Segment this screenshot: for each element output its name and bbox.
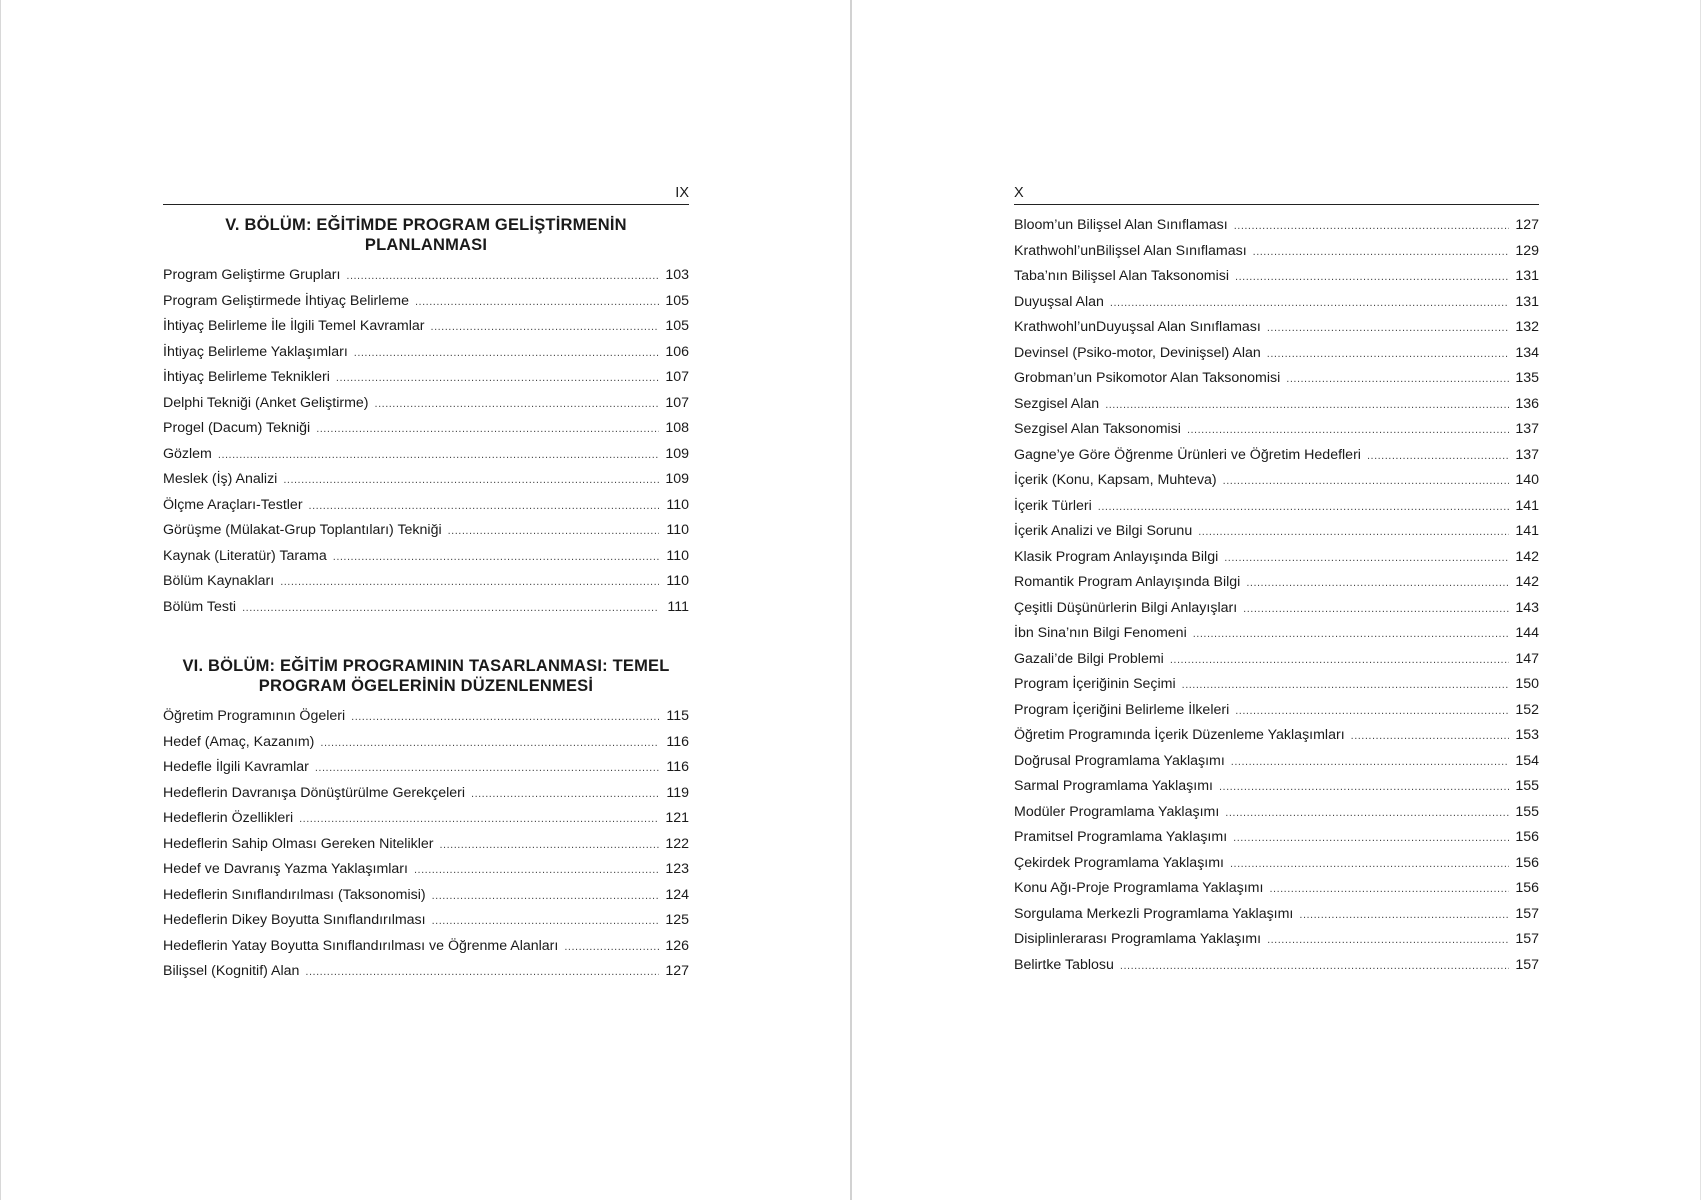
- header-rule: [163, 204, 689, 205]
- toc-entry-title: İçerik (Konu, Kapsam, Muhteva): [1014, 472, 1217, 488]
- page-gutter: [850, 0, 852, 1200]
- dot-leader: [1182, 673, 1509, 699]
- toc-entry-title: Çekirdek Programlama Yaklaşımı: [1014, 854, 1224, 871]
- toc-entry[interactable]: [1014, 545, 1539, 571]
- toc-entry[interactable]: [1014, 213, 1539, 239]
- dot-leader: [1235, 265, 1509, 291]
- toc-entry[interactable]: [163, 544, 689, 570]
- dot-leader: [471, 782, 659, 808]
- toc-entry-title: Çeşitli Düşünürlerin Bilgi Anlayışları: [1014, 599, 1238, 616]
- toc-entry-page: 107: [665, 369, 689, 385]
- toc-entry-page: 136: [1515, 395, 1539, 412]
- toc-entry[interactable]: [1014, 723, 1539, 749]
- dot-leader: [448, 519, 659, 545]
- dot-leader: [1351, 724, 1509, 750]
- toc-entry-page: 110: [666, 522, 689, 538]
- page-number: X: [1014, 185, 1024, 201]
- toc-entry-page: 154: [1515, 752, 1539, 769]
- dot-leader: [1267, 342, 1509, 368]
- toc-entry-title: İçerik Analizi ve Bilgi Sorunu: [1014, 523, 1193, 539]
- toc-entry-title: Grobman’un Psikomotor Alan Taksonomisi: [1014, 370, 1281, 386]
- dot-leader: [1367, 444, 1509, 470]
- dot-leader: [1120, 954, 1509, 980]
- toc-entry-title: Bölüm Testi: [163, 598, 237, 615]
- dot-leader: [414, 858, 659, 884]
- chapter-heading: [163, 656, 689, 696]
- dot-leader: [1233, 826, 1509, 852]
- toc-entry-page: 155: [1515, 803, 1539, 820]
- dot-leader: [1253, 240, 1509, 266]
- toc-entry-title: Hedefle İlgili Kavramlar: [163, 759, 309, 775]
- toc-entry[interactable]: [1014, 315, 1539, 341]
- toc-entry-page: 132: [1515, 319, 1539, 335]
- dot-leader: [439, 833, 659, 859]
- toc-entry-title: Hedeflerin Dikey Boyutta Sınıflandırılması: [163, 912, 426, 928]
- toc-entry-page: 115: [666, 708, 689, 724]
- toc-entry-page: 150: [1515, 676, 1539, 692]
- toc-entry-title: Modüler Programlama Yaklaşımı: [1014, 803, 1220, 820]
- dot-leader: [1223, 469, 1509, 495]
- toc-entry[interactable]: [163, 595, 689, 621]
- toc-entry[interactable]: [163, 340, 689, 366]
- toc-entry-title: Hedef (Amaç, Kazanım): [163, 733, 315, 750]
- toc-entry[interactable]: [1014, 417, 1539, 443]
- dot-leader: [1299, 903, 1509, 929]
- dot-leader: [1193, 622, 1509, 648]
- toc-entry-page: 116: [666, 759, 689, 775]
- toc-entry[interactable]: [1014, 825, 1539, 851]
- toc-entry-title: Öğretim Programında İçerik Düzenleme Yaklaşımları: [1014, 727, 1345, 743]
- toc-entry-title: Progel (Dacum) Tekniği: [163, 420, 311, 436]
- toc-entry-page: 110: [666, 547, 689, 564]
- dot-leader: [346, 264, 659, 290]
- toc-entry[interactable]: [163, 832, 689, 858]
- toc-entry-page: 156: [1515, 880, 1539, 896]
- header-rule: [1014, 204, 1539, 205]
- toc-entry[interactable]: [163, 263, 689, 289]
- chapter-heading: [163, 215, 689, 255]
- dot-leader: [351, 705, 659, 731]
- toc-entry-page: 156: [1515, 854, 1539, 871]
- toc-entry-title: Sezgisel Alan: [1014, 395, 1100, 412]
- toc-entry[interactable]: [1014, 468, 1539, 494]
- toc-entry-page: 107: [665, 394, 689, 411]
- toc-entry-page: 131: [1515, 293, 1539, 310]
- toc-entry-page: 137: [1515, 421, 1539, 437]
- toc-entry[interactable]: [1014, 698, 1539, 724]
- toc-entry-title: Hedeflerin Özellikleri: [163, 810, 294, 826]
- toc-entry[interactable]: [163, 730, 689, 756]
- toc-entry-page: 129: [1515, 242, 1539, 259]
- toc-entry-title: Delphi Tekniği (Anket Geliştirme): [163, 394, 369, 411]
- toc-entry-title: İhtiyaç Belirleme Yaklaşımları: [163, 343, 348, 360]
- dot-leader: [1225, 801, 1509, 827]
- dot-leader: [280, 570, 659, 596]
- toc-entry[interactable]: [1014, 290, 1539, 316]
- toc-entry[interactable]: [1014, 672, 1539, 698]
- dot-leader: [1198, 520, 1509, 546]
- dot-leader: [309, 494, 659, 520]
- toc-entry[interactable]: [1014, 774, 1539, 800]
- toc-entry[interactable]: [1014, 851, 1539, 877]
- dot-leader: [1235, 699, 1509, 725]
- toc-entry-page: 110: [666, 573, 689, 589]
- toc-entry-page: 124: [665, 886, 689, 903]
- dot-leader: [1230, 852, 1509, 878]
- toc-entry-title: Öğretim Programının Ögeleri: [163, 708, 346, 724]
- toc-entry-title: Klasik Program Anlayışında Bilgi: [1014, 548, 1219, 565]
- dot-leader: [1170, 648, 1509, 674]
- toc-entry[interactable]: [163, 934, 689, 960]
- toc-entry[interactable]: [163, 806, 689, 832]
- toc-entry-page: 108: [665, 420, 689, 436]
- toc-entry-title: Belirtke Tablosu: [1014, 956, 1114, 973]
- toc-list: [1014, 213, 1539, 978]
- toc-entry[interactable]: [1014, 800, 1539, 826]
- toc-entry-page: 116: [666, 733, 689, 750]
- toc-entry-title: Doğrusal Programlama Yaklaşımı: [1014, 752, 1225, 769]
- toc-entry-title: Krathwohl’unBilişsel Alan Sınıflaması: [1014, 242, 1247, 259]
- toc-entry-title: Bloom’un Bilişsel Alan Sınıflaması: [1014, 217, 1228, 233]
- right-page: [1014, 184, 1539, 978]
- toc-entry-title: İhtiyaç Belirleme Teknikleri: [163, 369, 330, 385]
- toc-entry-title: Gazali’de Bilgi Problemi: [1014, 650, 1164, 667]
- toc-entry[interactable]: [163, 781, 689, 807]
- dot-leader: [320, 731, 659, 757]
- dot-leader: [1269, 877, 1509, 903]
- toc-entry-page: 153: [1515, 727, 1539, 743]
- toc-entry-page: 119: [666, 784, 689, 801]
- dot-leader: [1286, 367, 1509, 393]
- toc-entry-page: 121: [665, 810, 689, 826]
- dot-leader: [316, 417, 659, 443]
- toc-entry-title: Hedeflerin Davranışa Dönüştürülme Gerekçeleri: [163, 784, 466, 801]
- toc-entry[interactable]: [163, 416, 689, 442]
- toc-entry-title: Ölçme Araçları-Testler: [163, 496, 303, 513]
- toc-entry-title: Gözlem: [163, 445, 212, 462]
- toc-entry[interactable]: [1014, 749, 1539, 775]
- dot-leader: [1267, 928, 1509, 954]
- toc-entry-page: 142: [1515, 574, 1539, 590]
- chapter-heading-line: VI. BÖLÜM: EĞİTİM PROGRAMININ TASARLANMASI: TEMEL: [182, 657, 670, 675]
- toc-entry-title: Krathwohl’unDuyuşsal Alan Sınıflaması: [1014, 319, 1261, 335]
- toc-entry-page: 131: [1515, 268, 1539, 284]
- toc-entry-page: 141: [1515, 523, 1539, 539]
- toc-entry-page: 157: [1515, 931, 1539, 947]
- dot-leader: [1098, 495, 1509, 521]
- dot-leader: [299, 807, 659, 833]
- toc-entry[interactable]: [1014, 570, 1539, 596]
- toc-entry[interactable]: [1014, 519, 1539, 545]
- toc-entry-title: Program İçeriğini Belirleme İlkeleri: [1014, 701, 1230, 718]
- toc-entry-page: 155: [1515, 778, 1539, 794]
- toc-entry-page: 134: [1515, 344, 1539, 361]
- toc-entry-page: 127: [1515, 217, 1539, 233]
- toc-entry-title: İçerik Türleri: [1014, 497, 1092, 514]
- toc-entry-page: 135: [1515, 370, 1539, 386]
- toc-entry-page: 111: [667, 598, 689, 615]
- toc-entry[interactable]: [1014, 927, 1539, 953]
- dot-leader: [218, 443, 659, 469]
- toc-entry[interactable]: [163, 314, 689, 340]
- toc-entry-title: Program Geliştirmede İhtiyaç Belirleme: [163, 292, 409, 309]
- toc-entry-page: 103: [665, 267, 689, 283]
- toc-entry-page: 106: [665, 343, 689, 360]
- toc-entry-page: 144: [1515, 625, 1539, 641]
- toc-entry-title: Sezgisel Alan Taksonomisi: [1014, 421, 1181, 437]
- chapter-heading-line: PROGRAM ÖGELERİNİN DÜZENLENMESİ: [258, 677, 594, 695]
- toc-entry[interactable]: [163, 908, 689, 934]
- toc-entry[interactable]: [163, 959, 689, 985]
- toc-entry-title: Meslek (İş) Analizi: [163, 471, 278, 487]
- dot-leader: [1224, 546, 1509, 572]
- toc-entry[interactable]: [163, 883, 689, 909]
- toc-entry-page: 125: [665, 912, 689, 928]
- page-number: IX: [675, 185, 689, 201]
- toc-entry-title: Hedef ve Davranış Yazma Yaklaşımları: [163, 861, 408, 877]
- toc-entry-page: 123: [665, 861, 689, 877]
- dot-leader: [564, 935, 659, 961]
- toc-entry-title: İhtiyaç Belirleme İle İlgili Temel Kavramlar: [163, 318, 425, 334]
- toc-entry-page: 109: [665, 471, 689, 487]
- toc-entry-title: Hedeflerin Sınıflandırılması (Taksonomisi): [163, 886, 426, 903]
- toc-entry[interactable]: [1014, 953, 1539, 979]
- toc-entry-page: 157: [1515, 956, 1539, 973]
- toc-entry[interactable]: [163, 365, 689, 391]
- toc-entry-title: Hedeflerin Sahip Olması Gereken Nitelikler: [163, 835, 434, 852]
- toc-entry-page: 152: [1515, 701, 1539, 718]
- toc-entry[interactable]: [1014, 876, 1539, 902]
- toc-entry[interactable]: [163, 391, 689, 417]
- toc-entry[interactable]: [163, 289, 689, 315]
- toc-entry-title: Sarmal Programlama Yaklaşımı: [1014, 778, 1213, 794]
- toc-entry[interactable]: [1014, 494, 1539, 520]
- toc-entry[interactable]: [163, 493, 689, 519]
- toc-entry-page: 140: [1515, 472, 1539, 488]
- toc-entry-page: 143: [1515, 599, 1539, 616]
- left-page-edge: [0, 0, 1, 1200]
- toc-entry-page: 122: [665, 835, 689, 852]
- dot-leader: [242, 596, 659, 622]
- toc-entry[interactable]: [163, 569, 689, 595]
- toc-entry-title: Romantik Program Anlayışında Bilgi: [1014, 574, 1241, 590]
- toc-entry-page: 156: [1515, 829, 1539, 845]
- toc-entry-title: Disiplinlerarası Programlama Yaklaşımı: [1014, 931, 1262, 947]
- toc-entry-page: 110: [666, 496, 689, 513]
- toc-entry-title: Gagne’ye Göre Öğrenme Ürünleri ve Öğretim Hedefleri: [1014, 446, 1361, 463]
- toc-entry[interactable]: [163, 704, 689, 730]
- toc-entry-title: Konu Ağı-Proje Programlama Yaklaşımı: [1014, 880, 1264, 896]
- toc-entry[interactable]: [1014, 341, 1539, 367]
- dot-leader: [333, 545, 659, 571]
- dot-leader: [1243, 597, 1509, 623]
- toc-list: [163, 704, 689, 985]
- toc-entry-page: 137: [1515, 446, 1539, 463]
- toc-entry-page: 157: [1515, 905, 1539, 922]
- toc-entry-title: Duyuşsal Alan: [1014, 293, 1104, 310]
- toc-list: [163, 263, 689, 620]
- toc-entry-title: Bilişsel (Kognitif) Alan: [163, 963, 300, 979]
- dot-leader: [1246, 571, 1509, 597]
- dot-leader: [432, 909, 659, 935]
- dot-leader: [1267, 316, 1509, 342]
- toc-entry[interactable]: [163, 467, 689, 493]
- toc-entry[interactable]: [163, 442, 689, 468]
- dot-leader: [336, 366, 659, 392]
- toc-entry[interactable]: [1014, 392, 1539, 418]
- toc-entry-title: Program İçeriğinin Seçimi: [1014, 676, 1176, 692]
- toc-entry[interactable]: [1014, 443, 1539, 469]
- toc-entry-page: 142: [1515, 548, 1539, 565]
- chapter-heading-line: PLANLANMASI: [364, 236, 488, 254]
- toc-entry[interactable]: [1014, 239, 1539, 265]
- toc-entry-page: 105: [665, 292, 689, 309]
- toc-entry-title: Devinsel (Psiko-motor, Devinişsel) Alan: [1014, 344, 1261, 361]
- dot-leader: [305, 960, 659, 986]
- toc-entry-page: 109: [665, 445, 689, 462]
- toc-entry[interactable]: [1014, 366, 1539, 392]
- toc-entry-title: Program Geliştirme Grupları: [163, 267, 341, 283]
- toc-entry[interactable]: [163, 518, 689, 544]
- dot-leader: [1219, 775, 1509, 801]
- toc-entry[interactable]: [1014, 596, 1539, 622]
- toc-entry-title: Görüşme (Mülakat-Grup Toplantıları) Tekniği: [163, 522, 442, 538]
- chapter-heading-line: V. BÖLÜM: EĞİTİMDE PROGRAM GELİŞTİRMENİN: [225, 216, 627, 234]
- dot-leader: [1187, 418, 1509, 444]
- toc-entry-page: 126: [665, 937, 689, 954]
- toc-entry-title: Sorgulama Merkezli Programlama Yaklaşımı: [1014, 905, 1294, 922]
- toc-entry-title: Kaynak (Literatür) Tarama: [163, 547, 327, 564]
- toc-entry-title: Bölüm Kaynakları: [163, 573, 275, 589]
- dot-leader: [315, 756, 659, 782]
- dot-leader: [1110, 291, 1509, 317]
- dot-leader: [431, 315, 659, 341]
- toc-entry-title: Pramitsel Programlama Yaklaşımı: [1014, 829, 1228, 845]
- toc-entry[interactable]: [1014, 621, 1539, 647]
- toc-entry-title: Hedeflerin Yatay Boyutta Sınıflandırılması ve Öğrenme Alanları: [163, 937, 559, 954]
- dot-leader: [354, 341, 659, 367]
- toc-entry[interactable]: [1014, 264, 1539, 290]
- dot-leader: [283, 468, 659, 494]
- toc-entry-title: İbn Sina’nın Bilgi Fenomeni: [1014, 625, 1187, 641]
- toc-entry-page: 147: [1515, 650, 1539, 667]
- toc-entry[interactable]: [163, 857, 689, 883]
- toc-entry[interactable]: [163, 755, 689, 781]
- toc-entry-page: 105: [665, 318, 689, 334]
- dot-leader: [1105, 393, 1509, 419]
- toc-entry-page: 141: [1515, 497, 1539, 514]
- toc-entry-title: Taba’nın Bilişsel Alan Taksonomisi: [1014, 268, 1230, 284]
- dot-leader: [415, 290, 659, 316]
- toc-entry-page: 127: [665, 963, 689, 979]
- dot-leader: [432, 884, 659, 910]
- dot-leader: [1231, 750, 1509, 776]
- toc-entry[interactable]: [1014, 647, 1539, 673]
- dot-leader: [1234, 214, 1509, 240]
- dot-leader: [375, 392, 659, 418]
- toc-entry[interactable]: [1014, 902, 1539, 928]
- left-page: [163, 184, 689, 985]
